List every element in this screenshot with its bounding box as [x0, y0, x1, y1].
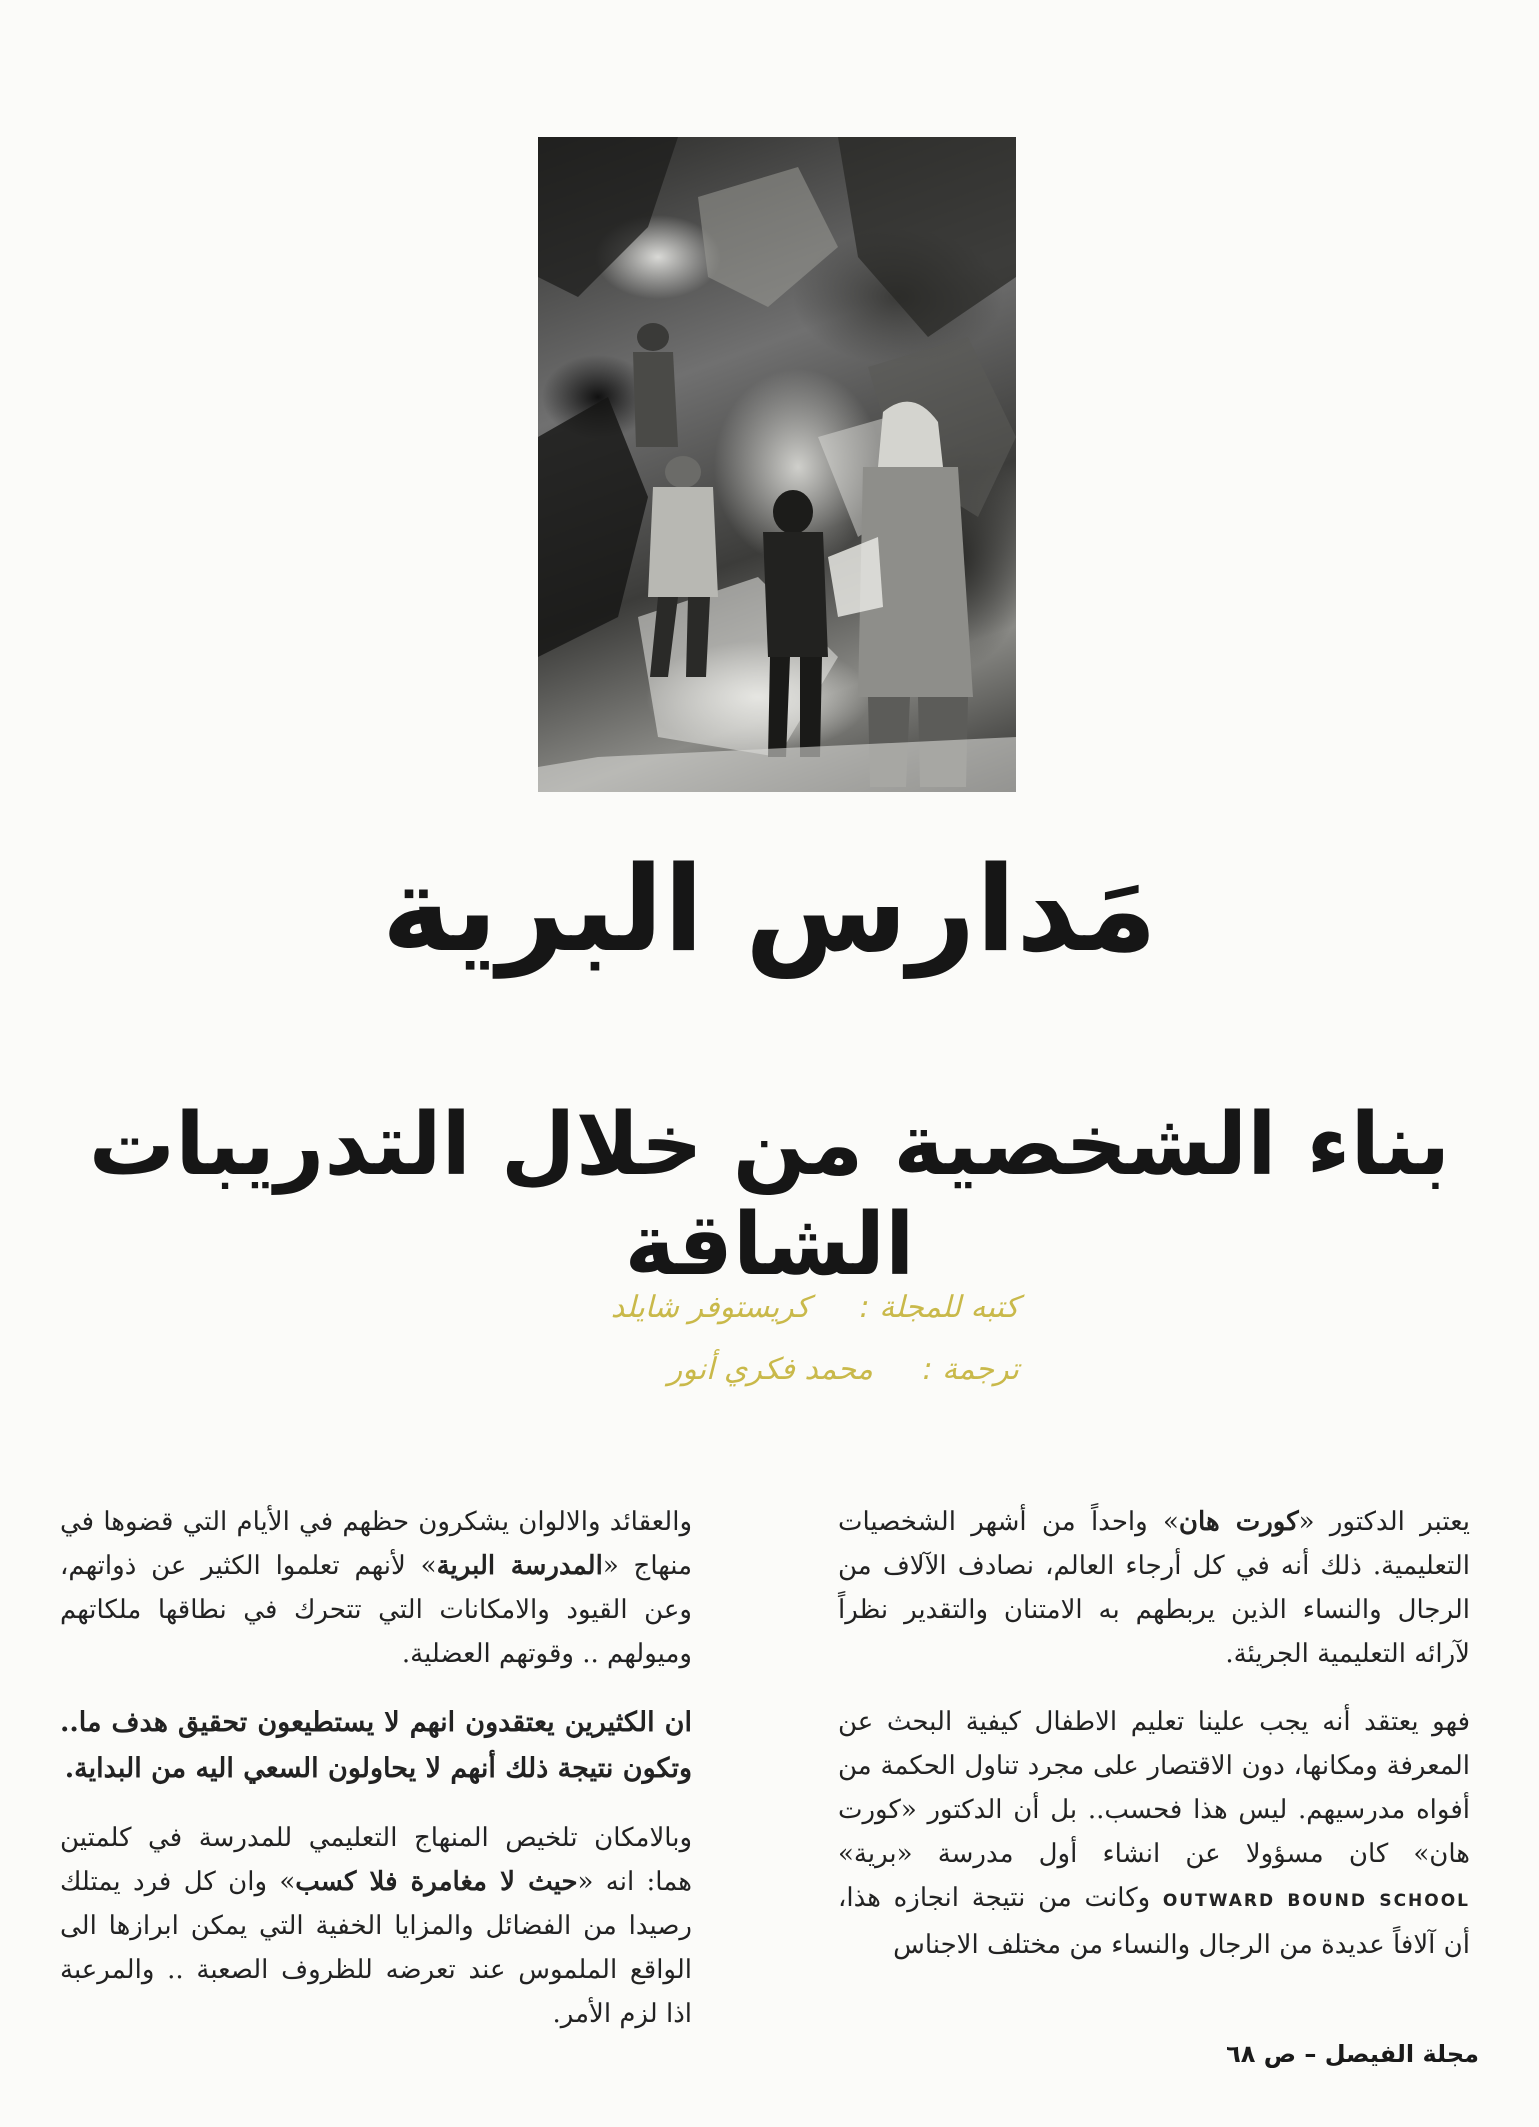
bold-paragraph: ان الكثيرين يعتقدون انهم لا يستطيعون تحقيق هدف ما.. وتكون نتيجة ذلك أنهم لا يحاولون السعي اليه من البداية. [60, 1707, 692, 1784]
right-column [838, 1500, 1470, 1991]
author-label: كتبه للمجلة : [859, 1290, 1019, 1325]
mountain-climbers-photo [538, 137, 1016, 792]
author-credit [611, 1290, 1019, 1325]
left-column [60, 1500, 692, 2060]
text-run: فهو يعتقد أنه يجب علينا تعليم الاطفال كيفية البحث عن المعرفة ومكانها، دون الاقتصار على مجرد تناول الحكمة من أفواه مدرسيهم. ليس هذا فحسب.. بل أن الدكتور «كورت هان» كان مسؤولا عن انشاء أول مدرسة «برية» [838, 1707, 1470, 1869]
paragraph [60, 1816, 692, 2036]
text-run: يعتبر الدكتور « [1298, 1507, 1470, 1537]
translator-credit [668, 1352, 1019, 1387]
school-name-latin: OUTWARD BOUND SCHOOL [1162, 1891, 1471, 1911]
bold-phrase: المدرسة البرية [436, 1551, 603, 1581]
translator-name: محمد فكري أنور [667, 1352, 873, 1387]
text-run: » وان كل فرد يمتلك رصيدا من الفضائل والمزايا الخفية التي يمكن ابرازها الى الواقع الملموس عند تعرضه للظروف الصعبة .. والمرعبة اذا لزم الأمر. [60, 1867, 692, 2029]
page-footer: مجلة الفيصل – ص ٦٨ [1226, 2040, 1479, 2068]
text-run: وبالامكان تلخيص المنهاج التعليمي للمدرسة في كلمتين هما: انه « [60, 1823, 692, 1897]
text-run: والعقائد والالوان يشكرون حظهم في الأيام التي قضوها في منهاج « [60, 1507, 693, 1581]
translator-label: ترجمة : [922, 1352, 1019, 1387]
paragraph [60, 1500, 692, 1676]
paragraph [838, 1700, 1470, 1967]
author-name: كريستوفر شايلد [610, 1290, 810, 1325]
article-title: مَدارس البرية [381, 840, 1158, 978]
text-run: وكانت من نتيجة انجازه هذا، أن آلافاً عديدة من الرجال والنساء من مختلف الاجناس [838, 1883, 1470, 1960]
bold-name: كورت هان [1178, 1507, 1299, 1537]
text-run: » لأنهم تعلموا الكثير عن ذواتهم، وعن القيود والامكانات التي تتحرك في نطاقها ملكاتهم وميولهم .. وقوتهم العضلية. [60, 1551, 692, 1669]
paragraph [838, 1500, 1470, 1676]
bold-phrase: حيث لا مغامرة فلا كسب [295, 1867, 578, 1897]
text-run: » واحداً من أشهر الشخصيات التعليمية. ذلك أنه في كل أرجاء العالم، نصادف الآلاف من الرجال والنساء الذين يربطهم به الامتنان والتقدير نظراً لآرائه التعليمية الجريئة. [838, 1507, 1470, 1669]
article-subtitle: بناء الشخصية من خلال التدريبات الشاقة [88, 1095, 1451, 1295]
